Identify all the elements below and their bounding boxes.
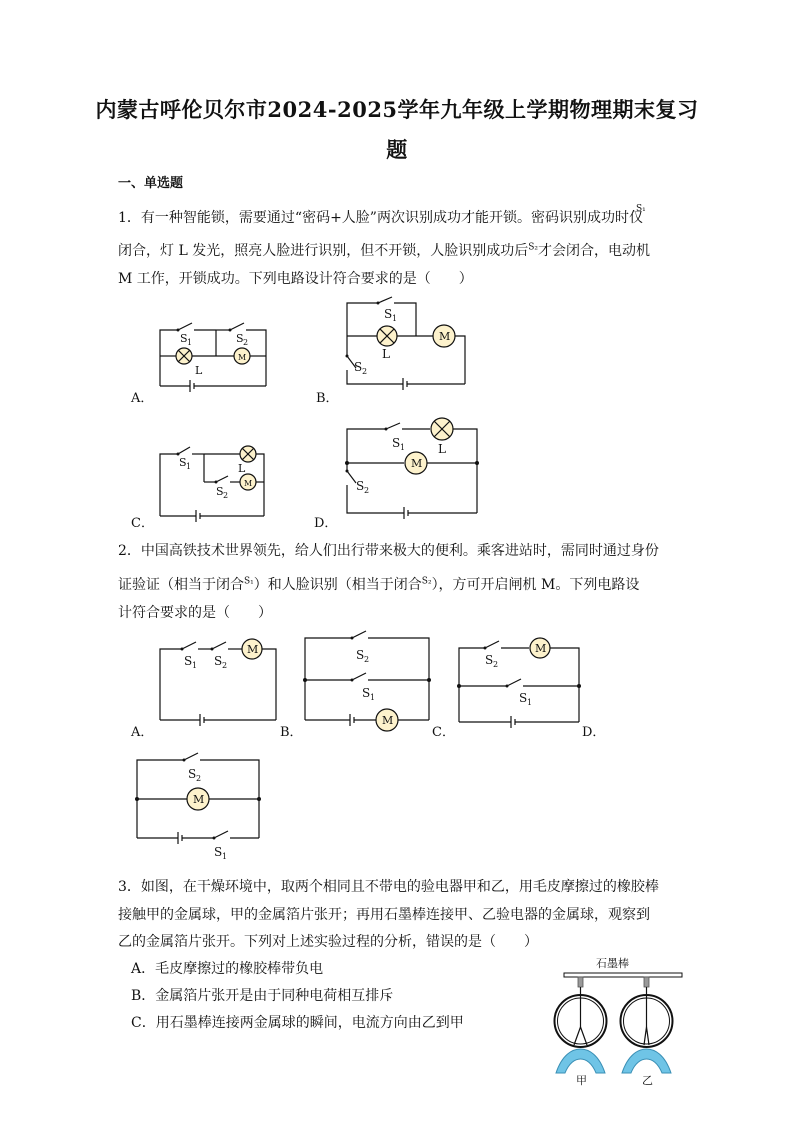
q1-circuit-d[interactable] — [338, 415, 483, 525]
q2-option-b-label[interactable]: B． — [280, 725, 303, 740]
q1-s1-label: S₁ — [636, 204, 646, 214]
q3-line1: 3．如图，在干燥环境中，取两个相同且不带电的验电器甲和乙，用毛皮摩擦过的橡胶棒 — [118, 879, 659, 895]
q1a-lamp-label: L — [195, 364, 203, 377]
q2-line3: 计符合要求的是（ ） — [118, 605, 272, 621]
q1b-lamp-label: L — [382, 347, 390, 361]
q1-option-d-label[interactable]: D． — [314, 516, 338, 531]
q1-line3: M 工作，开锁成功。下列电路设计符合要求的是（ ） — [118, 271, 473, 287]
page-title: 内蒙古呼伦贝尔市2024-2025学年九年级上学期物理期末复习 — [95, 97, 699, 122]
q2c-s1-label: S — [519, 691, 528, 705]
q1c-s2-label: S — [216, 485, 224, 498]
svg-text:2: 2 — [364, 655, 370, 664]
q3-choice-b[interactable]: B．金属箔片张开是由于同种电荷相互排斥 — [131, 988, 394, 1004]
q2b-s1-label: S — [362, 686, 371, 700]
q1-line1: 1．有一种智能锁，需要通过“密码+人脸”两次识别成功才能开锁。密码识别成功时仅 — [118, 210, 643, 226]
q1-option-a-label[interactable]: A． — [131, 391, 154, 406]
svg-text:1: 1 — [192, 661, 198, 670]
q1-circuit-c[interactable] — [150, 440, 275, 525]
q3-line3: 乙的金属箔片张开。下列对上述实验过程的分析，错误的是（ ） — [118, 934, 538, 950]
svg-text:2: 2 — [222, 661, 228, 670]
svg-text:1: 1 — [527, 698, 533, 707]
graphite-rod-label: 石墨棒 — [596, 957, 629, 970]
q1c-s1-label: S — [179, 456, 187, 469]
q2-circuit-b[interactable] — [302, 630, 437, 730]
q2a-motor-label: M — [247, 643, 259, 656]
electroscope-figure — [552, 955, 692, 1085]
q2-circuit-a[interactable] — [150, 632, 280, 727]
svg-text:2: 2 — [196, 774, 202, 783]
q2b-motor-label: M — [382, 714, 394, 727]
q2-line2: 证验证（相当于闭合$^{S_1}$）和人脸识别（相当于闭合$^{S_2}$），方可开启闸机 M。下列电路设 — [118, 576, 640, 593]
svg-text:1: 1 — [187, 338, 193, 347]
electroscope-jia-label: 甲 — [576, 1074, 587, 1087]
svg-text:2: 2 — [243, 338, 249, 347]
q1b-s2-label: S — [354, 360, 363, 374]
q1d-s1-label: S — [392, 436, 401, 450]
q2c-s2-label: S — [485, 653, 494, 667]
svg-text:1: 1 — [222, 852, 228, 861]
q2-circuit-d[interactable] — [134, 750, 264, 865]
svg-text:2: 2 — [223, 491, 229, 500]
q2d-s1-label: S — [214, 845, 223, 859]
q2-option-c-label[interactable]: C． — [432, 725, 455, 740]
q2a-s1-label: S — [184, 654, 193, 668]
q1c-motor-label: M — [244, 479, 253, 488]
q1a-s2-label: S — [236, 332, 244, 345]
q1-option-c-label[interactable]: C． — [131, 516, 154, 531]
q2b-s2-label: S — [356, 648, 365, 662]
q2-option-d-label[interactable]: D． — [582, 725, 606, 740]
q1b-motor-label: M — [439, 330, 451, 343]
q1-circuit-b[interactable] — [338, 298, 468, 393]
page-title-cont: 题 — [386, 137, 408, 162]
q2-option-a-label[interactable]: A． — [131, 725, 154, 740]
q1a-s1-label: S — [180, 332, 188, 345]
q2-line1: 2．中国高铁技术世界领先，给人们出行带来极大的便利。乘客进站时，需同时通过身份 — [118, 543, 659, 559]
q2d-motor-label: M — [193, 793, 205, 806]
q1d-motor-label: M — [411, 457, 423, 470]
q1-circuit-a[interactable] — [150, 318, 280, 398]
q1-option-b-label[interactable]: B． — [316, 391, 339, 406]
electroscope-yi-label: 乙 — [642, 1074, 653, 1087]
svg-text:1: 1 — [370, 693, 376, 702]
q3-choice-a[interactable]: A．毛皮摩擦过的橡胶棒带负电 — [131, 961, 324, 977]
q3-line2: 接触甲的金属球，甲的金属箔片张开；再用石墨棒连接甲、乙验电器的金属球，观察到 — [118, 907, 650, 923]
section-heading: 一、单选题 — [118, 176, 184, 191]
q1-line2: 闭合，灯 L 发光，照亮人脸进行识别，但不开锁，人脸识别成功后$^{S_2}$才会闭合，电动机 — [118, 242, 650, 259]
q3-choice-c[interactable]: C．用石墨棒连接两金属球的瞬间，电流方向由乙到甲 — [131, 1015, 464, 1031]
svg-text:1: 1 — [400, 443, 406, 452]
svg-text:2: 2 — [364, 486, 370, 495]
q2-circuit-c[interactable] — [455, 634, 585, 729]
q2a-s2-label: S — [214, 654, 223, 668]
q1d-lamp-label: L — [438, 442, 446, 456]
q1b-s1-label: S — [384, 307, 393, 321]
q1d-s2-label: S — [356, 479, 365, 493]
q1c-lamp-label: L — [238, 462, 246, 475]
svg-text:1: 1 — [186, 462, 192, 471]
svg-text:2: 2 — [493, 660, 499, 669]
svg-text:2: 2 — [362, 367, 368, 376]
svg-text:1: 1 — [392, 314, 398, 323]
q2d-s2-label: S — [188, 767, 197, 781]
q2c-motor-label: M — [535, 642, 547, 655]
q1a-motor-label: M — [238, 353, 247, 362]
